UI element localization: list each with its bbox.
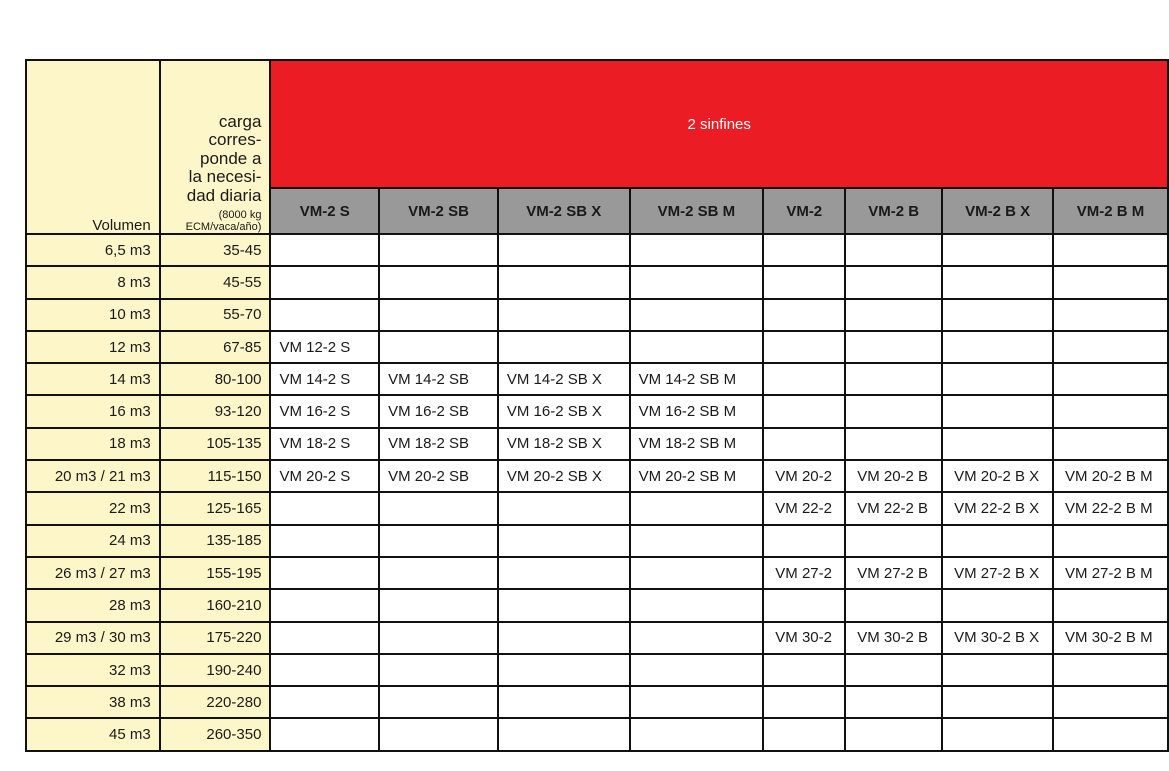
load-cell: 135-185 <box>160 525 271 557</box>
vm-2-model-table <box>25 59 1169 752</box>
model-cell <box>845 363 942 395</box>
model-cell <box>845 654 942 686</box>
model-cell <box>630 525 764 557</box>
model-cell <box>270 589 379 621</box>
table-row <box>26 589 1168 621</box>
model-cell <box>379 686 498 718</box>
model-cell: VM 27-2 B X <box>942 557 1053 589</box>
model-cell <box>763 395 845 427</box>
load-note-line: (8000 kg <box>218 209 262 221</box>
model-cell <box>630 654 764 686</box>
model-cell <box>630 589 764 621</box>
model-cell: VM 30-2 B <box>845 622 942 654</box>
model-cell <box>379 718 498 750</box>
model-cell <box>942 428 1053 460</box>
model-cell <box>942 654 1053 686</box>
model-cell <box>845 686 942 718</box>
table-row <box>26 395 1168 427</box>
volume-cell: 8 m3 <box>26 266 160 298</box>
model-cell <box>498 331 630 363</box>
model-cell: VM 18-2 SB M <box>630 428 764 460</box>
model-cell: VM 14-2 SB X <box>498 363 630 395</box>
load-cell: 125-165 <box>160 492 271 524</box>
table-row <box>26 654 1168 686</box>
model-cell <box>270 718 379 750</box>
model-cell <box>763 589 845 621</box>
model-cell <box>1053 299 1168 331</box>
load-cell: 35-45 <box>160 234 271 266</box>
model-cell: VM 14-2 SB M <box>630 363 764 395</box>
model-cell <box>942 363 1053 395</box>
load-header-line: corres- <box>208 130 262 149</box>
model-cell: VM 20-2 SB X <box>498 460 630 492</box>
model-header: VM-2 B <box>845 188 942 234</box>
model-cell <box>498 525 630 557</box>
model-cell: VM 14-2 SB <box>379 363 498 395</box>
model-cell <box>270 299 379 331</box>
model-cell <box>498 686 630 718</box>
model-cell <box>763 686 845 718</box>
model-cell <box>1053 718 1168 750</box>
model-cell: VM 22-2 <box>763 492 845 524</box>
load-cell: 105-135 <box>160 428 271 460</box>
model-cell <box>498 234 630 266</box>
model-cell: VM 27-2 B <box>845 557 942 589</box>
model-cell <box>1053 589 1168 621</box>
model-cell <box>763 654 845 686</box>
volume-cell: 38 m3 <box>26 686 160 718</box>
model-cell <box>1053 395 1168 427</box>
volume-cell: 12 m3 <box>26 331 160 363</box>
model-cell: VM 22-2 B X <box>942 492 1053 524</box>
model-cell <box>270 525 379 557</box>
model-cell <box>630 331 764 363</box>
model-cell: VM 20-2 SB M <box>630 460 764 492</box>
volume-cell: 28 m3 <box>26 589 160 621</box>
model-cell <box>942 395 1053 427</box>
model-cell <box>379 525 498 557</box>
model-cell <box>630 622 764 654</box>
model-cell <box>942 589 1053 621</box>
model-cell <box>630 718 764 750</box>
model-header: VM-2 <box>763 188 845 234</box>
model-cell <box>270 654 379 686</box>
model-cell <box>1053 654 1168 686</box>
model-cell <box>942 525 1053 557</box>
model-cell <box>1053 234 1168 266</box>
model-cell <box>845 428 942 460</box>
load-cell: 80-100 <box>160 363 271 395</box>
model-cell <box>1053 266 1168 298</box>
volume-cell: 6,5 m3 <box>26 234 160 266</box>
model-cell: VM 20-2 B M <box>1053 460 1168 492</box>
table-row <box>26 266 1168 298</box>
load-header-label <box>169 113 262 206</box>
model-cell <box>845 234 942 266</box>
model-cell <box>845 525 942 557</box>
model-cell <box>763 525 845 557</box>
table-row <box>26 718 1168 750</box>
model-cell: VM 22-2 B M <box>1053 492 1168 524</box>
load-header-line: carga <box>218 111 262 131</box>
volume-cell: 14 m3 <box>26 363 160 395</box>
model-cell: VM 20-2 B <box>845 460 942 492</box>
model-header: VM-2 B M <box>1053 188 1168 234</box>
model-cell: VM 30-2 B X <box>942 622 1053 654</box>
model-cell <box>379 266 498 298</box>
model-cell <box>379 589 498 621</box>
table-row <box>26 460 1168 492</box>
model-cell: VM 20-2 B X <box>942 460 1053 492</box>
load-cell: 45-55 <box>160 266 271 298</box>
model-cell: VM 16-2 SB <box>379 395 498 427</box>
model-cell <box>270 557 379 589</box>
model-cell <box>379 299 498 331</box>
model-cell <box>630 299 764 331</box>
model-cell <box>498 622 630 654</box>
load-cell: 260-350 <box>160 718 271 750</box>
volume-cell: 16 m3 <box>26 395 160 427</box>
model-header: VM-2 SB X <box>498 188 630 234</box>
load-cell: 160-210 <box>160 589 271 621</box>
group-title-label: 2 sinfines <box>687 115 751 133</box>
model-cell: VM 12-2 S <box>270 331 379 363</box>
table-row <box>26 557 1168 589</box>
model-header: VM-2 SB M <box>630 188 764 234</box>
model-cell <box>763 718 845 750</box>
model-cell: VM 20-2 <box>763 460 845 492</box>
volume-cell: 18 m3 <box>26 428 160 460</box>
model-cell: VM 14-2 S <box>270 363 379 395</box>
volume-cell: 26 m3 / 27 m3 <box>26 557 160 589</box>
model-cell <box>1053 331 1168 363</box>
volume-cell: 22 m3 <box>26 492 160 524</box>
model-cell <box>379 622 498 654</box>
model-cell <box>270 266 379 298</box>
model-cell <box>763 331 845 363</box>
model-cell <box>630 266 764 298</box>
model-cell <box>942 686 1053 718</box>
table-row <box>26 331 1168 363</box>
load-cell: 93-120 <box>160 395 271 427</box>
model-cell <box>845 589 942 621</box>
model-cell <box>630 686 764 718</box>
model-cell <box>763 234 845 266</box>
model-cell: VM 30-2 B M <box>1053 622 1168 654</box>
model-cell: VM 18-2 S <box>270 428 379 460</box>
model-cell: VM 22-2 B <box>845 492 942 524</box>
load-cell: 175-220 <box>160 622 271 654</box>
model-cell <box>498 492 630 524</box>
model-cell <box>942 266 1053 298</box>
load-header-line: la necesi- <box>188 167 262 186</box>
load-column-header <box>160 60 271 234</box>
model-cell <box>270 686 379 718</box>
model-cell: VM 20-2 S <box>270 460 379 492</box>
load-note-line: ECM/vaca/año) <box>185 221 262 233</box>
model-cell <box>1053 363 1168 395</box>
load-header-note <box>169 209 262 233</box>
load-header-line: dad diaria <box>186 185 262 205</box>
load-cell: 155-195 <box>160 557 271 589</box>
load-header-line: ponde a <box>199 148 262 168</box>
table-row <box>26 622 1168 654</box>
model-cell <box>845 395 942 427</box>
volume-cell: 24 m3 <box>26 525 160 557</box>
load-cell: 55-70 <box>160 299 271 331</box>
load-cell: 67-85 <box>160 331 271 363</box>
model-cell: VM 16-2 S <box>270 395 379 427</box>
group-title <box>270 60 1168 188</box>
model-cell <box>498 718 630 750</box>
model-cell <box>379 557 498 589</box>
volume-cell: 10 m3 <box>26 299 160 331</box>
volume-cell: 29 m3 / 30 m3 <box>26 622 160 654</box>
model-cell <box>763 299 845 331</box>
model-cell <box>845 331 942 363</box>
model-cell <box>379 492 498 524</box>
table-row <box>26 428 1168 460</box>
model-cell <box>845 718 942 750</box>
model-cell: VM 18-2 SB X <box>498 428 630 460</box>
volume-cell: 32 m3 <box>26 654 160 686</box>
model-cell <box>630 557 764 589</box>
model-cell <box>498 557 630 589</box>
volume-cell: 45 m3 <box>26 718 160 750</box>
model-cell <box>270 622 379 654</box>
model-cell <box>379 654 498 686</box>
volume-header-label: Volumen <box>92 217 151 234</box>
load-cell: 190-240 <box>160 654 271 686</box>
model-cell <box>942 718 1053 750</box>
model-cell <box>270 234 379 266</box>
model-cell <box>845 266 942 298</box>
table-row <box>26 234 1168 266</box>
load-cell: 220-280 <box>160 686 271 718</box>
model-cell <box>942 299 1053 331</box>
table-row <box>26 299 1168 331</box>
model-cell <box>942 331 1053 363</box>
model-cell <box>270 492 379 524</box>
model-cell: VM 16-2 SB M <box>630 395 764 427</box>
table-row <box>26 492 1168 524</box>
volume-cell: 20 m3 / 21 m3 <box>26 460 160 492</box>
model-cell: VM 27-2 <box>763 557 845 589</box>
model-header: VM-2 S <box>270 188 379 234</box>
model-cell <box>630 234 764 266</box>
model-cell <box>630 492 764 524</box>
header-top-row <box>26 60 1168 188</box>
model-cell: VM 27-2 B M <box>1053 557 1168 589</box>
model-cell <box>1053 525 1168 557</box>
volume-column-header <box>26 60 160 234</box>
model-cell: VM 30-2 <box>763 622 845 654</box>
model-cell: VM 16-2 SB X <box>498 395 630 427</box>
model-header: VM-2 SB <box>379 188 498 234</box>
model-cell <box>498 299 630 331</box>
model-header: VM-2 B X <box>942 188 1053 234</box>
model-cell <box>1053 686 1168 718</box>
table-row <box>26 686 1168 718</box>
model-cell <box>763 428 845 460</box>
model-cell <box>763 363 845 395</box>
load-cell: 115-150 <box>160 460 271 492</box>
model-cell: VM 20-2 SB <box>379 460 498 492</box>
table-row <box>26 363 1168 395</box>
model-cell <box>1053 428 1168 460</box>
table-row <box>26 525 1168 557</box>
model-cell <box>498 654 630 686</box>
model-cell <box>379 234 498 266</box>
model-cell <box>845 299 942 331</box>
model-cell <box>942 234 1053 266</box>
model-cell <box>379 331 498 363</box>
model-cell: VM 18-2 SB <box>379 428 498 460</box>
model-cell <box>498 589 630 621</box>
model-cell <box>763 266 845 298</box>
model-cell <box>498 266 630 298</box>
